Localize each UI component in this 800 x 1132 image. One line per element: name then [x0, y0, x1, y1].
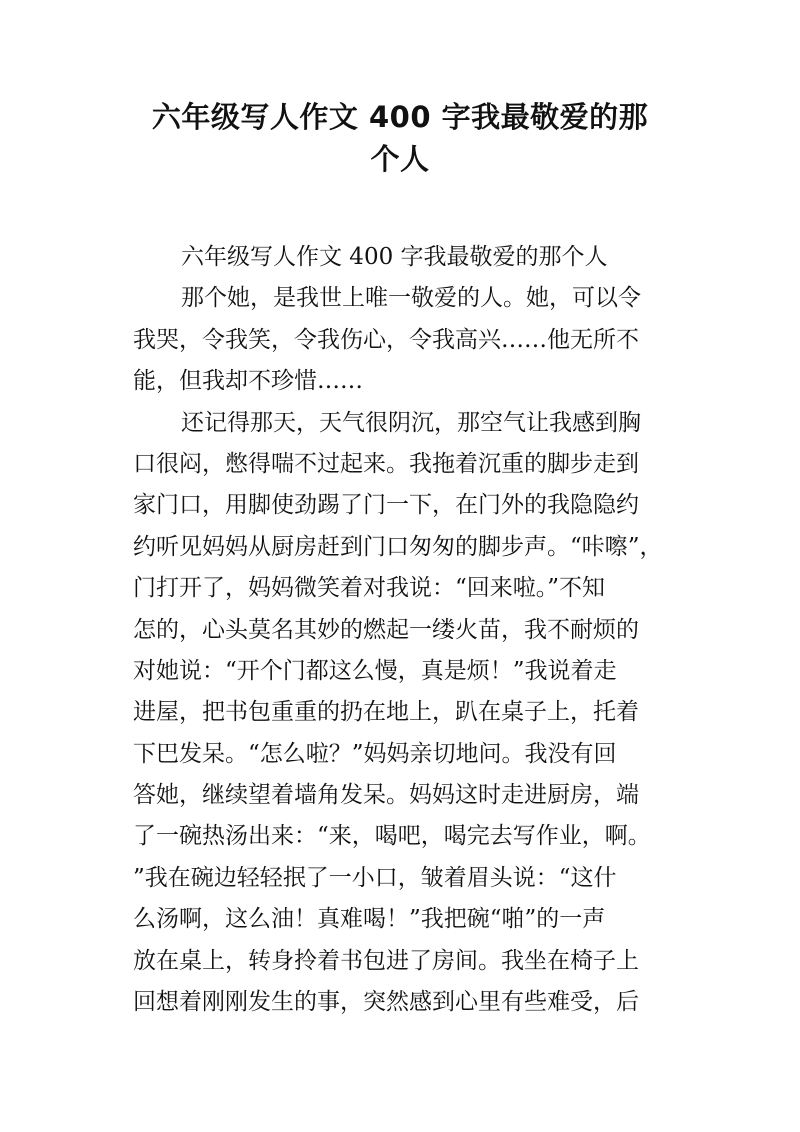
title-line: 六年级写人作文 400 字我最敬爱的那 [151, 100, 649, 134]
page-title [120, 96, 680, 180]
text-line: 口很闷，憋得喘不过起来。我拖着沉重的脚步走到 [133, 450, 639, 477]
text-line: ”我在碗边轻轻抿了一小口，皱着眉头说：“这什 [133, 864, 617, 891]
text-line: 门打开了，妈妈微笑着对我说：“回来啦。”不知 [133, 575, 606, 602]
text-line: 能，但我却不珍惜…… [133, 368, 363, 395]
title-line: 个人 [370, 142, 430, 176]
text-line: 还记得那天，天气很阴沉，那空气让我感到胸 [181, 409, 641, 436]
text-line: 我哭，令我笑，令我伤心，令我高兴……他无所不 [133, 326, 639, 353]
article-body [133, 237, 673, 1023]
text-line: 进屋，把书包重重的扔在地上，趴在桌子上，托着 [133, 699, 639, 726]
text-line: 回想着刚刚发生的事，突然感到心里有些难受，后 [133, 989, 639, 1016]
text-line: 家门口，用脚使劲踢了门一下，在门外的我隐隐约 [133, 492, 639, 519]
text-line: 约听见妈妈从厨房赶到门口匆匆的脚步声。“咔嚓”， [133, 533, 663, 560]
text-line: 放在桌上，转身拎着书包进了房间。我坐在椅子上 [133, 947, 639, 974]
text-line: 那个她，是我世上唯一敬爱的人。她，可以令 [181, 285, 641, 312]
text-line: 了一碗热汤出来：“来，喝吧，喝完去写作业，啊。 [133, 823, 651, 850]
text-line: 怎的，心头莫名其妙的燃起一缕火苗，我不耐烦的 [133, 616, 639, 643]
text-line: 下巴发呆。“怎么啦？”妈妈亲切地问。我没有回 [133, 740, 617, 767]
text-line: 对她说：“开个门都这么慢，真是烦！”我说着走 [133, 657, 617, 684]
text-line: 答她，继续望着墙角发呆。妈妈这时走进厨房，端 [133, 782, 639, 809]
text-line: 么汤啊，这么油！真难喝！”我把碗“啪”的一声 [133, 906, 606, 933]
text-line: 六年级写人作文 400 字我最敬爱的那个人 [181, 244, 608, 270]
